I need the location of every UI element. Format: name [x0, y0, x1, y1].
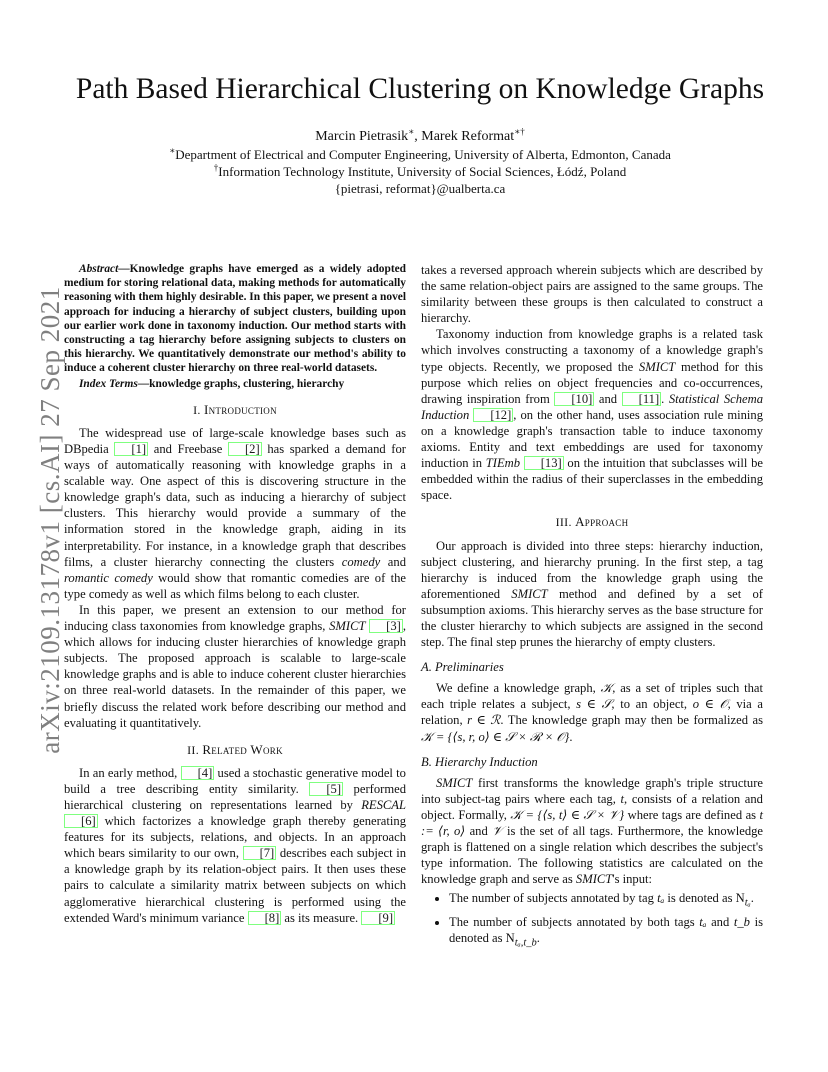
index-terms-text: —knowledge graphs, clustering, hierarchy — [137, 377, 345, 390]
approach-paragraph: Our approach is divided into three steps: hierarchy induction, subject clustering, and hierarchy pruning. In the first step, a tag hierarchy is induced from the knowledge graph using the aforementioned SMICT method and defined by a set of subsumption axioms. This hierarchy serves as the base structure for the cluster hierarchy to which subjects are assigned in the second step. The final step prunes the hierarchy of empty clusters. — [421, 538, 763, 650]
affiliation-mark: ∗ — [169, 145, 176, 156]
abstract — [64, 262, 406, 376]
section-heading-approach — [421, 514, 763, 530]
section-title: Approach — [575, 514, 629, 530]
author-name: Marcin Pietrasik — [315, 129, 409, 144]
abstract-text: —Knowledge graphs have emerged as a widely adopted medium for storing relational data, making methods for automatically reasoning with them highly desirable. In this paper, we present a novel approach for inducing a hierarchy of subject clusters, building upon our earlier work done in taxonomy induction. Our method starts with constructing a tag hierarchy before assigning subjects to clusters on this hierarchy. We quantitatively demonstrate our method's ability to induce a coherent cluster hierarchy on three real-world datasets. — [64, 263, 406, 375]
citation-link[interactable]: [8] — [248, 911, 282, 925]
citation-link[interactable]: [10] — [554, 392, 594, 406]
related-paragraph-1: In an early method, [4] used a stochastic generative model to build a tree describing entity similarity. [5] performed hierarchical clustering on representations learned by RESCAL [6] which factorizes a knowledge graph thereby generating features for its subjects, relations, and objects. In an approach which bears similarity to our own, [7] describes each subject in a knowledge graph by its relation-object pairs. It then uses these pairs to calculate a similarity matrix between subjects on which agglomerative hierarchical clustering is performed using the extended Ward's minimum variance [8] as its measure. [9] — [64, 765, 406, 925]
subsection-heading-preliminaries: A. Preliminaries — [421, 660, 504, 675]
affiliation-text: Department of Electrical and Computer Engineering, University of Alberta, Edmonton, Canada — [175, 147, 671, 162]
preliminaries-paragraph: We define a knowledge graph, 𝒦, as a set of triples such that each triple relates a subject, s ∈ 𝒮, to an object, o ∈ 𝒪, via a relation, r ∈ ℛ. The knowledge graph may then be formalized as 𝒦 = {⟨s, r, o⟩ ∈ 𝒮 × ℛ × 𝒪}. — [421, 681, 763, 744]
related-paragraph-1-continued: takes a reversed approach wherein subjects which are described by the same relation-object pairs are assigned to the same groups. The similarity between these groups is then calculated to construct a hierarchy. — [421, 263, 763, 326]
citation-link[interactable]: [7] — [243, 846, 277, 860]
citation-link[interactable]: [6] — [64, 814, 98, 828]
statistics-list — [421, 890, 763, 951]
hierarchy-paragraph: SMICT first transforms the knowledge graph's triple structure into subject-tag pairs where each tag, t, consists of a relation and object. Formally, 𝒦 = {⟨s, t⟩ ∈ 𝒮 × 𝒱} where tags are defined as t := ⟨r, o⟩ and 𝒱 is the set of all tags. Furthermore, the knowledge graph is flattened on a single relation which describes the subject's type information. The following statistics are calculated on the knowledge graph and serve as SMICT's input: — [421, 775, 764, 887]
section-title: Related Work — [202, 741, 283, 757]
section-title: Introduction — [203, 401, 277, 417]
affiliation-1 — [70, 146, 770, 163]
intro-paragraph-2: In this paper, we present an extension to our method for inducing class taxonomies from knowledge graphs, SMICT [3] , which allows for inducing cluster hierarchies of knowledge graph subjects. The proposed approach is scalable to large-scale knowledge graphs and is able to induce coherent cluster hierarchies on three real-world datasets. In the remainder of this paper, we briefly discuss the related work before describing our method and evaluating it quantitatively. — [64, 602, 406, 730]
affiliation-mark: † — [213, 162, 219, 173]
affiliation-2 — [70, 163, 770, 180]
citation-link[interactable]: [4] — [181, 766, 215, 780]
citation-link[interactable]: [5] — [309, 782, 343, 796]
citation-link[interactable]: [12] — [473, 408, 513, 422]
right-column — [421, 262, 763, 954]
citation-link[interactable]: [9] — [361, 911, 395, 925]
list-item: • The number of subjects annotated by both tags tₐ and t_b is denoted as $N_{t_a,t\_b}$. — [449, 914, 763, 952]
paper-title: Path Based Hierarchical Clustering on Knowledge Graphs — [75, 73, 765, 105]
abstract-lead: Abstract — [79, 263, 119, 275]
section-heading-related-work — [64, 742, 406, 758]
author-mark: ∗† — [514, 126, 525, 137]
citation-link[interactable]: [1] — [114, 442, 148, 456]
author-mark: ∗ — [408, 126, 415, 137]
author-separator: , — [414, 129, 422, 144]
author-email: {pietrasi, reformat}@ualberta.ca — [334, 181, 506, 196]
citation-link[interactable]: [2] — [228, 442, 262, 456]
list-item: • The number of subjects annotated by tag tₐ is denoted as $N_{t_a}$. — [449, 890, 763, 912]
left-column — [64, 262, 406, 926]
author-name: Marek Reformat — [421, 129, 515, 144]
section-number: II. — [187, 742, 203, 757]
arxiv-identifier: arXiv:2109.13178v1 [cs.AI] 27 Sep 2021 — [35, 286, 65, 754]
intro-paragraph-1: The widespread use of large-scale knowledge bases such as DBpedia [1] and Freebase [2] has sparked a demand for ways of automatically reasoning with knowledge graphs in a scalable way. One aspect of this is discovering structure in the knowledge graph's data, such as inducing a hierarchy of subject clusters. This hierarchy would provide a summary of the information stored in the knowledge graph, aiding in its interpretability. For instance, in a knowledge graph that describes films, a cluster hierarchy connecting the clusters comedy and romantic comedy would show that romantic comedies are of the type comedy as well as which films belong to each cluster. — [64, 425, 406, 601]
section-number: I. — [193, 402, 204, 417]
paper-header — [70, 70, 770, 197]
citation-link[interactable]: [11] — [622, 392, 662, 406]
subsection-heading-hierarchy-induction: B. Hierarchy Induction — [421, 754, 538, 769]
author-line — [70, 128, 770, 146]
section-number: III. — [555, 515, 576, 530]
affiliation-text: Information Technology Institute, University of Social Sciences, Łódź, Poland — [218, 164, 627, 179]
index-terms-lead: Index Terms — [79, 377, 138, 390]
citation-link[interactable]: [3] — [369, 619, 403, 633]
related-paragraph-2: Taxonomy induction from knowledge graphs is a related task which involves constructing a taxonomy of a knowledge graph's type objects. Recently, we proposed the SMICT method for this purpose which relies on object frequencies and co-occurrences, drawing inspiration from [10] and [11] . Statistical Schema Induction [12] , on the other hand, uses association rule mining on a knowledge graph's transaction table to induce taxonomy axioms. Entity and text embeddings are used for taxonomy induction in TIEmb [13] on the intuition that subclasses will be embedded within the radius of their superclasses in the embedding space. — [421, 327, 764, 503]
related-paragraph-1-tail — [421, 262, 763, 326]
index-terms — [64, 377, 406, 391]
citation-link[interactable]: [13] — [524, 456, 564, 470]
section-heading-introduction — [64, 402, 406, 418]
